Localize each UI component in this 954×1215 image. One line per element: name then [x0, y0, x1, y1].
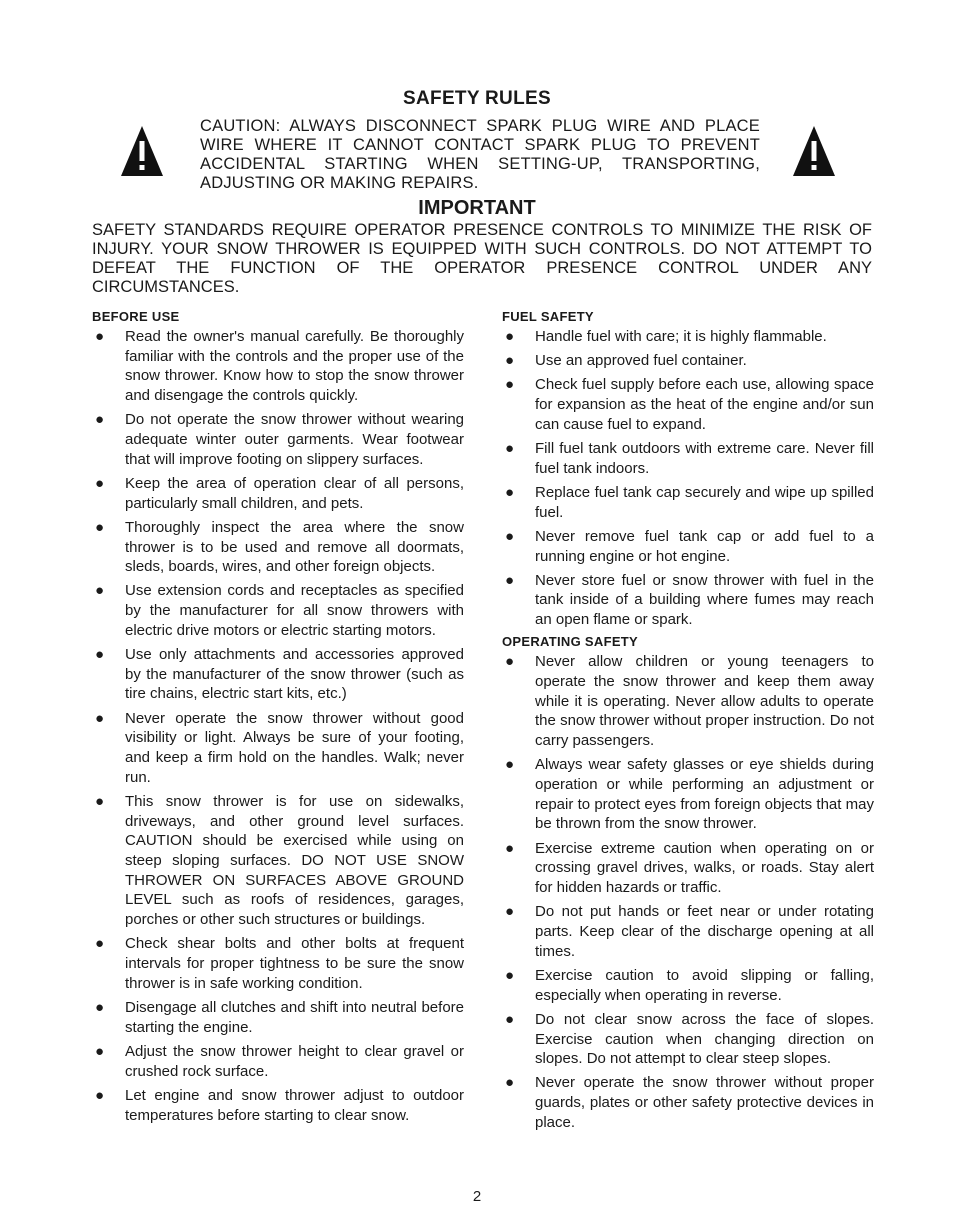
list-item: [502, 351, 874, 371]
list-item: [92, 474, 464, 513]
list-item-text: Handle fuel with care; it is highly flammable.: [535, 328, 827, 345]
list-item-text: Never remove fuel tank cap or add fuel to a running engine or hot engine.: [535, 527, 874, 565]
warning-triangle-icon: [120, 125, 164, 177]
before-use-heading: BEFORE USE: [92, 309, 180, 324]
list-item-text: Fill fuel tank outdoors with extreme care. Never fill fuel tank indoors.: [535, 440, 874, 477]
list-item-text: Disengage all clutches and shift into neutral before starting the engine.: [125, 999, 464, 1036]
list-item: [502, 483, 874, 522]
list-item: [502, 755, 874, 834]
list-item: [92, 581, 464, 640]
operating-safety-list: [502, 652, 874, 1132]
list-item-text: Always wear safety glasses or eye shields during operation or while performing an adjustment or repair to protect eyes from foreign objects that may be thrown from the snow thrower.: [535, 756, 874, 833]
bullet-icon: ●: [505, 328, 515, 345]
before-use-list: [92, 327, 464, 1125]
list-item-text: Never operate the snow thrower without proper guards, plates or other safety protective devices in place.: [535, 1074, 874, 1131]
list-item: [502, 966, 874, 1005]
bullet-icon: ●: [95, 411, 105, 429]
list-item-text: Exercise extreme caution when operating on or crossing gravel drives, walks, or roads. Stay alert for hidden hazards or traffic.: [535, 839, 874, 897]
bullet-icon: ●: [95, 1086, 105, 1104]
list-item: [502, 527, 874, 566]
list-item: [502, 1073, 874, 1132]
list-item: [92, 327, 464, 406]
bullet-icon: ●: [505, 756, 515, 774]
list-item: [502, 571, 874, 630]
operating-safety-heading: OPERATING SAFETY: [502, 634, 639, 650]
list-item: [92, 645, 464, 704]
bullet-icon: ●: [505, 571, 515, 589]
list-item: [502, 439, 874, 478]
bullet-icon: ●: [505, 903, 515, 921]
bullet-icon: ●: [95, 328, 105, 345]
list-item-text: Do not clear snow across the face of slopes. Exercise caution when changing direction on slopes. Do not attempt to clear steep slopes.: [535, 1010, 874, 1068]
bullet-icon: ●: [505, 1010, 515, 1028]
bullet-icon: ●: [505, 966, 515, 984]
caution-text: CAUTION: ALWAYS DISCONNECT SPARK PLUG WIRE AND PLACE WIRE WHERE IT CANNOT CONTACT SPARK PLUG TO PREVENT ACCIDENTAL STARTING WHEN SETTING-UP, TRANSPORTING, ADJUSTING OR MAKING REPAIRS.: [200, 117, 760, 192]
list-item: [92, 934, 464, 993]
list-item-text: Keep the area of operation clear of all persons, particularly small children, and pets.: [125, 474, 464, 512]
bullet-icon: ●: [505, 1074, 515, 1092]
list-item-text: Exercise caution to avoid slipping or falling, especially when operating in reverse.: [535, 966, 874, 1004]
warning-triangle-icon: [792, 125, 836, 177]
bullet-icon: ●: [95, 709, 105, 727]
list-item: [502, 652, 874, 751]
list-item: [92, 1042, 464, 1081]
bullet-icon: ●: [95, 518, 105, 536]
list-item-text: Use an approved fuel container.: [535, 352, 747, 370]
list-item-text: Use extension cords and receptacles as specified by the manufacturer for all snow throwers with electric drive motors or electric starting motors.: [125, 582, 464, 639]
list-item-text: Use only attachments and accessories approved by the manufacturer of the snow thrower (such as tire chains, electric start kits, etc.): [125, 646, 464, 703]
right-column: [502, 309, 874, 1137]
bullet-icon: ●: [505, 527, 515, 545]
list-item: [502, 902, 874, 961]
list-item-text: Adjust the snow thrower height to clear gravel or crushed rock surface.: [125, 1042, 464, 1080]
list-item: [502, 1010, 874, 1069]
page-number: 2: [472, 1188, 482, 1205]
list-item-text: Do not put hands or feet near or under rotating parts. Keep clear of the discharge opening at all times.: [535, 903, 874, 960]
list-item: [92, 792, 464, 930]
bullet-icon: ●: [95, 935, 105, 953]
list-item: [92, 518, 464, 577]
list-item: [92, 998, 464, 1037]
bullet-icon: ●: [95, 1042, 105, 1060]
important-text: SAFETY STANDARDS REQUIRE OPERATOR PRESENCE CONTROLS TO MINIMIZE THE RISK OF INJURY. YOUR SNOW THROWER IS EQUIPPED WITH SUCH CONTROLS. DO NOT ATTEMPT TO DEFEAT THE FUNCTION OF THE OPERATOR PRESENCE CONTROL UNDER ANY CIRCUMSTANCES.: [92, 221, 872, 296]
bullet-icon: ●: [95, 646, 105, 664]
page-title: SAFETY RULES: [403, 88, 551, 109]
bullet-icon: ●: [505, 653, 515, 671]
list-item-text: This snow thrower is for use on sidewalks, driveways, and other ground level surfaces. CAUTION should be exercised while using on steep sloping surfaces. DO NOT USE SNOW THROWER ON SURFACES ABOVE GROUND LEVEL such as roofs of residences, garages, porches or other such structures or buildings.: [125, 792, 464, 929]
left-column: [92, 309, 464, 1130]
bullet-icon: ●: [505, 483, 515, 501]
bullet-icon: ●: [95, 582, 105, 600]
list-item: [502, 839, 874, 898]
list-item-text: Read the owner's manual carefully. Be thoroughly familiar with the controls and the proper use of the snow thrower. Know how to stop the snow thrower and disengage the controls quickly.: [125, 328, 464, 405]
bullet-icon: ●: [505, 839, 515, 857]
fuel-safety-list: [502, 327, 874, 630]
bullet-icon: ●: [505, 376, 515, 394]
list-item-text: Replace fuel tank cap securely and wipe up spilled fuel.: [535, 483, 874, 521]
list-item-text: Check shear bolts and other bolts at frequent intervals for proper tightness to be sure the snow thrower is in safe working condition.: [125, 935, 464, 992]
list-item-text: Do not operate the snow thrower without wearing adequate winter outer garments. Wear footwear that will improve footing on slippery surfaces.: [125, 411, 464, 468]
list-item-text: Let engine and snow thrower adjust to outdoor temperatures before starting to clear snow.: [125, 1086, 464, 1124]
bullet-icon: ●: [95, 474, 105, 492]
list-item-text: Never operate the snow thrower without good visibility or light. Always be sure of your footing, and keep a firm hold on the handles. Walk; never run.: [125, 709, 464, 786]
important-heading: IMPORTANT: [418, 197, 536, 219]
list-item-text: Check fuel supply before each use, allowing space for expansion as the heat of the engine and/or sun can cause fuel to expand.: [535, 376, 874, 433]
list-item-text: Thoroughly inspect the area where the snow thrower is to be used and remove all doormats, sleds, boards, wires, and other foreign objects.: [125, 518, 464, 576]
list-item: [92, 709, 464, 788]
list-item: [92, 410, 464, 469]
list-item-text: Never store fuel or snow thrower with fuel in the tank inside of a building where fumes may reach an open flame or spark.: [535, 571, 874, 629]
bullet-icon: ●: [505, 440, 515, 458]
list-item: [502, 327, 874, 347]
fuel-safety-heading: FUEL SAFETY: [502, 309, 594, 324]
caution-block: [92, 117, 862, 195]
bullet-icon: ●: [95, 999, 105, 1016]
list-item: [92, 1086, 464, 1125]
list-item-text: Never allow children or young teenagers to operate the snow thrower and keep them away while it is operating. Never allow adults to operate the snow thrower without proper instruction. Do not carry passengers.: [535, 653, 874, 750]
bullet-icon: ●: [505, 352, 515, 370]
bullet-icon: ●: [95, 792, 105, 810]
list-item: [502, 375, 874, 434]
